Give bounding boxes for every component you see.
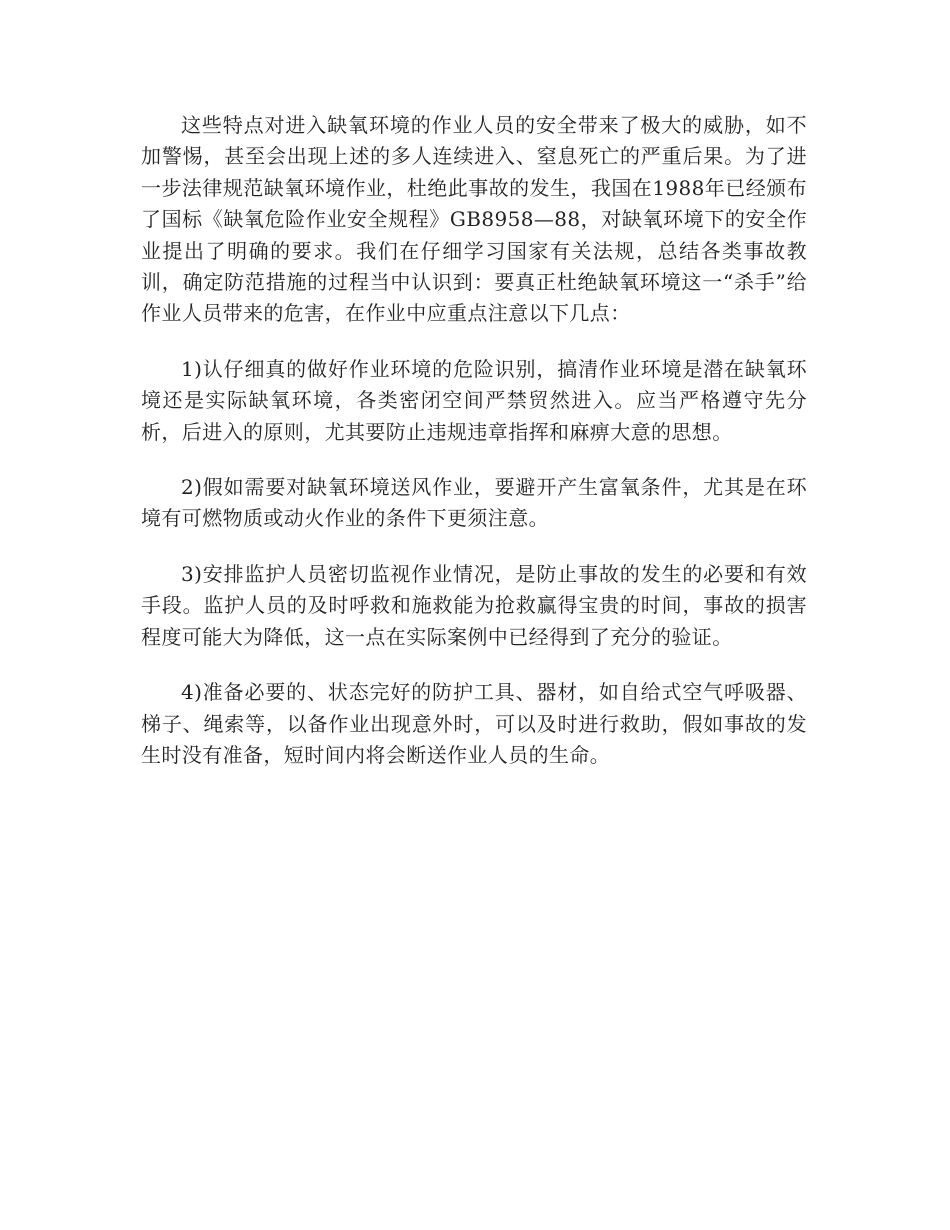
point-2-paragraph: 2)假如需要对缺氧环境送风作业，要避开产生富氧条件，尤其是在环境有可燃物质或动火作业的条件下更须注意。 — [141, 475, 807, 531]
point-1-paragraph: 1)认仔细真的做好作业环境的危险识别，搞清作业环境是潜在缺氧环境还是实际缺氧环境，各类密闭空间严禁贸然进入。应当严格遵守先分析，后进入的原则，尤其要防止违规违章指挥和麻痹大意的思想。 — [141, 356, 807, 444]
point-4-paragraph: 4)准备必要的、状态完好的防护工具、器材，如自给式空气呼吸器、梯子、绳索等，以备作业出现意外时，可以及时进行救助，假如事故的发生时没有准备，短时间内将会断送作业人员的生命。 — [141, 680, 807, 767]
point-3-paragraph: 3)安排监护人员密切监视作业情况，是防止事故的发生的必要和有效手段。监护人员的及时呼救和施救能为抢救赢得宝贵的时间，事故的损害程度可能大为降低，这一点在实际案例中已经得到了充分的验证。 — [141, 561, 807, 649]
intro-paragraph: 这些特点对进入缺氧环境的作业人员的安全带来了极大的威胁，如不加警惕，甚至会出现上述的多人连续进入、窒息死亡的严重后果。为了进一步法律规范缺氧环境作业，杜绝此事故的发生，我国在1988年已经颁布了国标《缺氧危险作业安全规程》GB8958—88，对缺氧环境下的安全作业提出了明确的要求。我们在仔细学习国家有关法规，总结各类事故教训，确定防范措施的过程当中认识到：要真正杜绝缺氧环境这一“杀手”给作业人员带来的危害，在作业中应重点注意以下几点： — [141, 113, 807, 326]
document-body — [141, 110, 807, 795]
